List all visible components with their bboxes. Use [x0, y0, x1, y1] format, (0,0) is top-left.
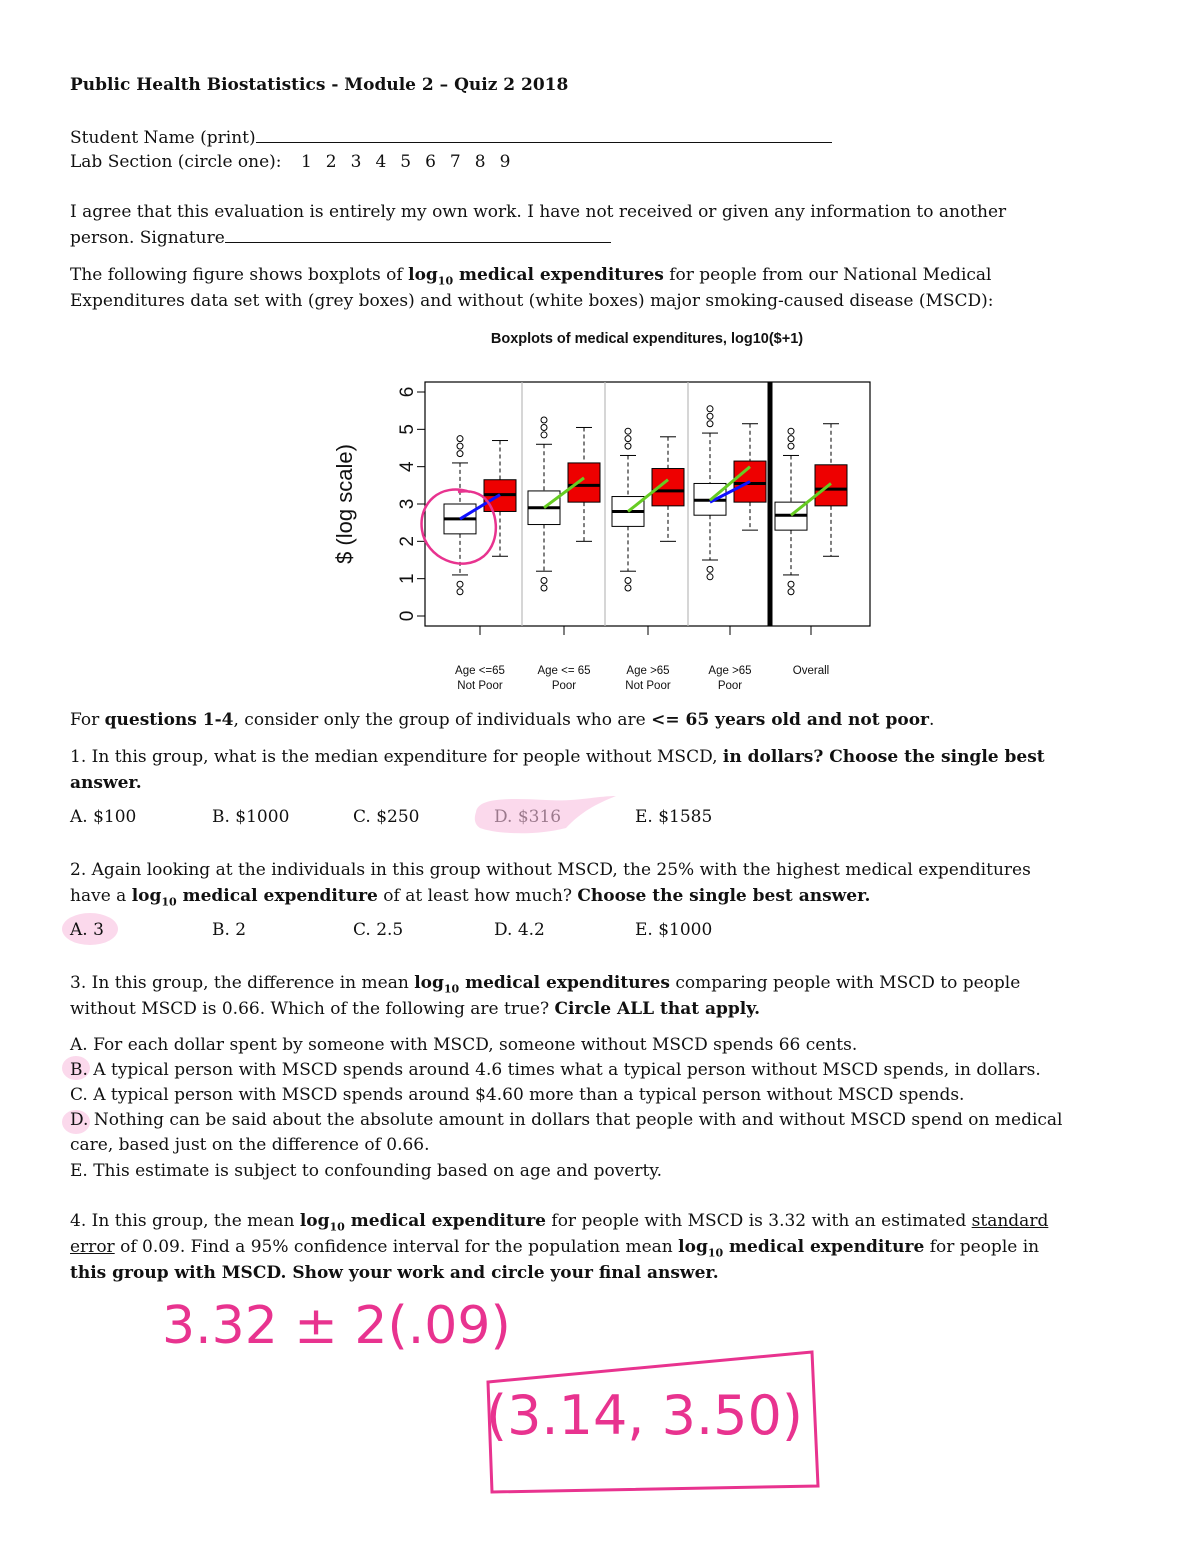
x-tick-label: Poor [717, 680, 743, 692]
outlier [707, 413, 713, 419]
lab-option-1[interactable]: 1 [300, 152, 312, 172]
x-tick-label: Not Poor [457, 680, 503, 692]
q2-option-c[interactable]: C. 2.5 [353, 920, 404, 940]
q3-text-line2: without MSCD is 0.66. Which of the following are true? Circle ALL that apply. [70, 999, 761, 1019]
q1-answer-highlight [466, 790, 626, 840]
q1-text-line2: answer. [70, 773, 142, 793]
page-title: Public Health Biostatistics - Module 2 – Quiz 2 2018 [70, 75, 569, 95]
lab-option-4[interactable]: 4 [375, 152, 387, 172]
q1-option-b[interactable]: B. $1000 [212, 807, 290, 827]
y-axis-label: $ (log scale) [332, 444, 357, 564]
lab-option-8[interactable]: 8 [474, 152, 486, 172]
y-tick-label: 2 [397, 536, 418, 547]
q4-text-line1: 4. In this group, the mean $\log_{10}$ medical expenditure for people with MSCD is 3.32 with an estimated standard [70, 1211, 1049, 1234]
handwritten-work: 3.32 ± 2(.09) [162, 1296, 511, 1356]
chart-title: Boxplots of medical expenditures, log10($+1) [490, 331, 804, 347]
x-tick-label: Age <=65 [455, 665, 505, 677]
y-tick-label: 6 [397, 386, 418, 398]
boxplot-chart [300, 320, 920, 700]
q1-text-line1: 1. In this group, what is the median expenditure for people without MSCD, in dollars? Choose the single best [70, 747, 1045, 767]
y-tick-label: 4 [397, 461, 418, 472]
outlier [625, 443, 631, 449]
q3-option-d[interactable]: D. Nothing can be said about the absolute amount in dollars that people with and without MSCD spend on medical [70, 1110, 1063, 1130]
y-tick-label: 5 [397, 424, 418, 435]
q3-option-c[interactable]: C. A typical person with MSCD spends around $4.60 more than a typical person without MSCD spends. [70, 1085, 965, 1105]
lab-option-5[interactable]: 5 [400, 152, 412, 172]
outlier [541, 578, 547, 584]
q3-text-line1: 3. In this group, the difference in mean $\log_{10}$ medical expenditures comparing people with MSCD to people [70, 973, 1021, 996]
outlier [788, 428, 794, 434]
outlier [707, 421, 713, 427]
outlier [707, 406, 713, 412]
q3-option-b[interactable]: B. A typical person with MSCD spends around 4.6 times what a typical person without MSCD spends, in dollars. [70, 1060, 1041, 1080]
outlier [788, 589, 794, 595]
outlier [788, 581, 794, 587]
hand-circle-annotation [410, 478, 510, 578]
outlier [788, 443, 794, 449]
x-tick-label: Poor [551, 680, 577, 692]
outlier [541, 432, 547, 438]
intro-line1: The following figure shows boxplots of $\log_{10}$ medical expenditures for people from our National Medical [70, 265, 992, 288]
signature-field[interactable] [225, 226, 611, 243]
y-tick-label: 0 [397, 610, 418, 622]
outlier [457, 443, 463, 449]
section-note: For questions 1-4, consider only the group of individuals who are <= 65 years old and not poor. [70, 710, 935, 730]
outlier [625, 578, 631, 584]
lab-option-3[interactable]: 3 [350, 152, 362, 172]
lab-option-9[interactable]: 9 [499, 152, 511, 172]
outlier [788, 436, 794, 442]
outlier [457, 581, 463, 587]
lab-option-6[interactable]: 6 [425, 152, 436, 172]
student-name-field[interactable] [256, 126, 832, 143]
q4-text-line2: error of 0.09. Find a 95% confidence interval for the population mean $\log_{10}$ medical expenditure for people in [70, 1237, 1040, 1260]
q2-text-line2: have a $\log_{10}$ medical expenditure of at least how much? Choose the single best answer. [70, 886, 871, 909]
lab-section-options [287, 152, 510, 172]
intro-line2: Expenditures data set with (grey boxes) and without (white boxes) major smoking-caused disease (MSCD): [70, 291, 994, 311]
outlier [625, 436, 631, 442]
y-tick-label: 1 [397, 573, 418, 584]
lab-section-row: Lab Section (circle one): 1 2 3 4 5 6 7 8 9 [70, 152, 511, 172]
x-tick-label: Age >65 [708, 665, 752, 677]
x-tick-label: Age >65 [626, 665, 670, 677]
outlier [541, 417, 547, 423]
outlier [541, 424, 547, 430]
handwritten-answer: (3.14, 3.50) [486, 1384, 803, 1447]
honor-statement-line2: person. Signature [70, 225, 611, 251]
box-red [568, 463, 600, 502]
y-tick-label: 3 [397, 498, 418, 510]
outlier [457, 451, 463, 457]
x-tick-label: Not Poor [625, 680, 671, 692]
q1-option-e[interactable]: E. $1585 [635, 807, 713, 827]
q1-option-a[interactable]: A. $100 [70, 807, 137, 827]
q3-option-e[interactable]: E. This estimate is subject to confounding based on age and poverty. [70, 1161, 663, 1181]
q2-option-b[interactable]: B. 2 [212, 920, 247, 940]
outlier [457, 436, 463, 442]
outlier [541, 585, 547, 591]
outlier [707, 566, 713, 572]
outlier [457, 589, 463, 595]
q2-option-e[interactable]: E. $1000 [635, 920, 713, 940]
student-name-row: Student Name (print) [70, 125, 832, 151]
q1-option-c[interactable]: C. $250 [353, 807, 420, 827]
q2-option-d[interactable]: D. 4.2 [494, 920, 545, 940]
outlier [625, 585, 631, 591]
x-tick-label: Overall [792, 665, 830, 677]
q2-text-line1: 2. Again looking at the individuals in this group without MSCD, the 25% with the highest medical expenditures [70, 860, 1031, 880]
q3-option-a[interactable]: A. For each dollar spent by someone with MSCD, someone without MSCD spends 66 cents. [70, 1035, 858, 1055]
outlier [625, 428, 631, 434]
lab-option-2[interactable]: 2 [325, 152, 337, 172]
x-tick-label: Age <= 65 [537, 665, 591, 677]
q4-text-line3: this group with MSCD. Show your work and circle your final answer. [70, 1263, 719, 1283]
q2-option-a[interactable]: A. 3 [70, 920, 104, 940]
honor-statement-line1: I agree that this evaluation is entirely my own work. I have not received or given any information to another [70, 202, 1007, 222]
lab-option-7[interactable]: 7 [449, 152, 461, 172]
q3-option-d-cont: care, based just on the difference of 0.66. [70, 1135, 430, 1155]
outlier [707, 574, 713, 580]
